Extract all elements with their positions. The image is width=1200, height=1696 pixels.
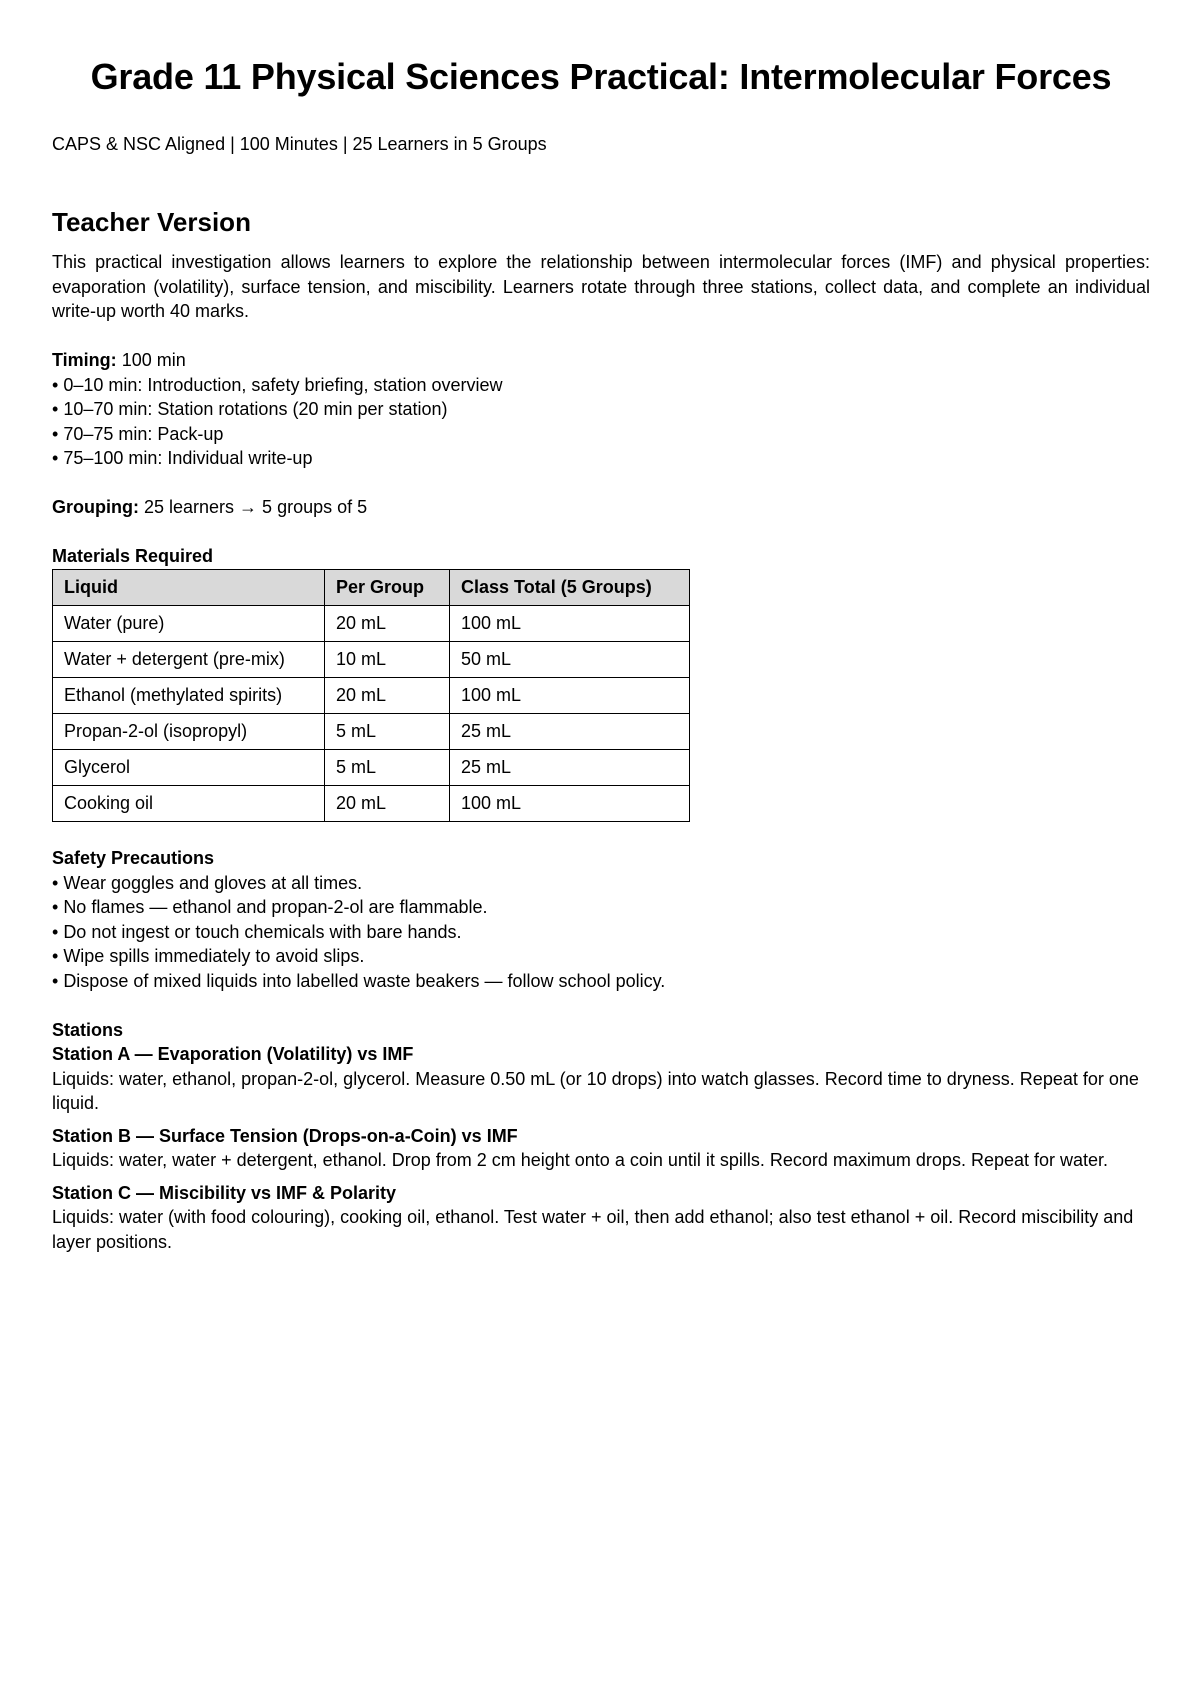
- stations-heading: Stations: [52, 1019, 124, 1040]
- safety-list: [52, 871, 1150, 994]
- table-cell: Propan-2-ol (isopropyl): [53, 713, 325, 749]
- timing-item: • 75–100 min: Individual write-up: [52, 446, 1150, 471]
- timing-list: [52, 373, 1150, 471]
- table-cell: 20 mL: [325, 605, 450, 641]
- table-cell: 100 mL: [450, 605, 690, 641]
- station-c-text: Liquids: water (with food colouring), cooking oil, ethanol. Test water + oil, then add ethanol; also test ethanol + oil. Record miscibility and layer positions.: [52, 1207, 1134, 1252]
- grouping-label: Grouping:: [52, 497, 139, 517]
- safety-item: • Do not ingest or touch chemicals with bare hands.: [52, 920, 1150, 945]
- table-row: [53, 713, 690, 749]
- safety-item: • Wear goggles and gloves at all times.: [52, 871, 1150, 896]
- timing-section: [52, 348, 1150, 471]
- safety-item: • Dispose of mixed liquids into labelled waste beakers — follow school policy.: [52, 969, 1150, 994]
- intro-paragraph: This practical investigation allows learners to explore the relationship between intermolecular forces (IMF) and physical properties: evaporation (volatility), surface tension, and miscibility. Learners rotate through three stations, collect data, and complete an individual write-up worth 40 marks.: [52, 252, 1150, 321]
- timing-value: 100 min: [121, 350, 186, 370]
- safety-section: [52, 846, 1150, 993]
- table-header-row: [53, 569, 690, 605]
- stations-section: [52, 1018, 1150, 1255]
- table-cell: 25 mL: [450, 713, 690, 749]
- grouping-value: 25 learners → 5 groups of 5: [144, 497, 368, 517]
- table-cell: Water (pure): [53, 605, 325, 641]
- table-cell: 5 mL: [325, 749, 450, 785]
- table-row: [53, 605, 690, 641]
- timing-item: • 70–75 min: Pack-up: [52, 422, 1150, 447]
- timing-item: • 0–10 min: Introduction, safety briefing, station overview: [52, 373, 1150, 398]
- table-cell: 20 mL: [325, 785, 450, 821]
- table-cell: 5 mL: [325, 713, 450, 749]
- station-c-title: Station C — Miscibility vs IMF & Polarity: [52, 1182, 397, 1203]
- timing-item: • 10–70 min: Station rotations (20 min per station): [52, 397, 1150, 422]
- table-cell: 50 mL: [450, 641, 690, 677]
- table-row: [53, 749, 690, 785]
- table-cell: 100 mL: [450, 677, 690, 713]
- column-header: Liquid: [53, 569, 325, 605]
- column-header: Class Total (5 Groups): [450, 569, 690, 605]
- table-cell: Glycerol: [53, 749, 325, 785]
- table-row: [53, 641, 690, 677]
- table-cell: 25 mL: [450, 749, 690, 785]
- table-cell: 100 mL: [450, 785, 690, 821]
- table-row: [53, 677, 690, 713]
- station-a-title: Station A — Evaporation (Volatility) vs IMF: [52, 1044, 414, 1064]
- materials-table: [52, 569, 690, 822]
- table-cell: Water + detergent (pre-mix): [53, 641, 325, 677]
- document-title: Grade 11 Physical Sciences Practical: Intermolecular Forces: [90, 56, 1112, 97]
- safety-item: • Wipe spills immediately to avoid slips.: [52, 944, 1150, 969]
- document-page: [52, 0, 1150, 1254]
- timing-line: [52, 348, 1150, 373]
- document-subtitle: CAPS & NSC Aligned | 100 Minutes | 25 Learners in 5 Groups: [52, 134, 547, 154]
- table-row: [53, 785, 690, 821]
- table-cell: Ethanol (methylated spirits): [53, 677, 325, 713]
- station-a-text: Liquids: water, ethanol, propan-2-ol, glycerol. Measure 0.50 mL (or 10 drops) into watch glasses. Record time to dryness. Repeat for one liquid.: [52, 1068, 1139, 1113]
- grouping-line: [52, 495, 1150, 520]
- safety-heading: Safety Precautions: [52, 848, 215, 868]
- table-cell: Cooking oil: [53, 785, 325, 821]
- table-cell: 20 mL: [325, 677, 450, 713]
- safety-item: • No flames — ethanol and propan-2-ol are flammable.: [52, 895, 1150, 920]
- station-b-title: Station B — Surface Tension (Drops-on-a-Coin) vs IMF: [52, 1125, 518, 1146]
- timing-label: Timing:: [52, 350, 117, 370]
- station-b-text: Liquids: water, water + detergent, ethanol. Drop from 2 cm height onto a coin until it spills. Record maximum drops. Repeat for water.: [52, 1150, 1109, 1170]
- table-cell: 10 mL: [325, 641, 450, 677]
- materials-heading: Materials Required: [52, 546, 214, 566]
- version-heading: Teacher Version: [52, 207, 251, 237]
- column-header: Per Group: [325, 569, 450, 605]
